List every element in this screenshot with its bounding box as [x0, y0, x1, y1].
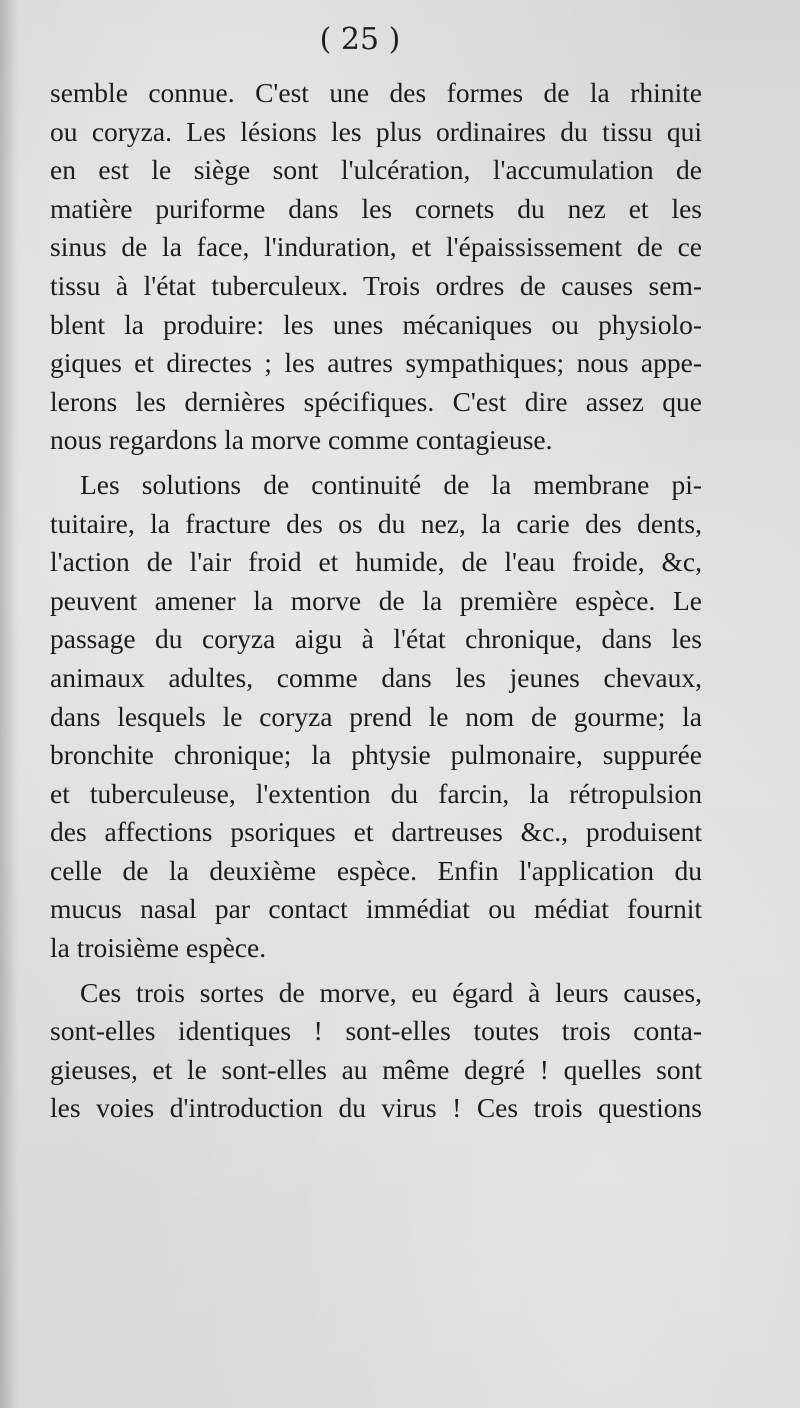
text-line: Les solutions de continuité de la membrane pi-: [80, 468, 702, 500]
text-line: peuvent amener la morve de la première espèce. Le: [50, 584, 702, 616]
text-line: tissu à l'état tuberculeux. Trois ordres de causes sem-: [50, 269, 702, 301]
text-line: lerons les dernières spécifiques. C'est dire assez que: [50, 385, 702, 417]
text-line: nous regardons la morve comme contagieuse.: [50, 424, 553, 456]
body-text: [50, 74, 702, 1128]
paragraph-3: [50, 974, 702, 1128]
text-line: ou coryza. Les lésions les plus ordinaires du tissu qui: [50, 115, 702, 147]
text-line: celle de la deuxième espèce. Enfin l'application du: [50, 854, 702, 886]
text-line: en est le siège sont l'ulcération, l'accumulation de: [50, 154, 702, 186]
text-line: animaux adultes, comme dans les jeunes chevaux,: [50, 661, 702, 693]
paragraph-2: [50, 466, 702, 968]
text-line: giques et directes ; les autres sympathiques; nous appe-: [50, 347, 702, 379]
text-line: les voies d'introduction du virus ! Ces trois questions: [50, 1092, 702, 1124]
text-line: dans lesquels le coryza prend le nom de gourme; la: [50, 700, 702, 732]
text-line: et tuberculeuse, l'extention du farcin, la rétropulsion: [50, 777, 702, 809]
text-line: tuitaire, la fracture des os du nez, la carie des dents,: [50, 507, 702, 539]
text-line: passage du coryza aigu à l'état chronique, dans les: [50, 623, 702, 655]
text-line: sinus de la face, l'induration, et l'épaississement de ce: [50, 231, 702, 263]
text-line: mucus nasal par contact immédiat ou médiat fournit: [50, 893, 702, 925]
text-line: bronchite chronique; la phtysie pulmonaire, suppurée: [50, 739, 702, 771]
text-line: matière puriforme dans les cornets du nez et les: [50, 192, 702, 224]
text-line: des affections psoriques et dartreuses &c., produisent: [50, 816, 702, 848]
text-line: sont-elles identiques ! sont-elles toutes trois conta-: [50, 1015, 702, 1047]
text-line: Ces trois sortes de morve, eu égard à leurs causes,: [80, 976, 702, 1008]
text-line: la troisième espèce.: [50, 932, 267, 964]
text-line: blent la produire: les unes mécaniques ou physiolo-: [50, 308, 702, 340]
text-line: gieuses, et le sont-elles au même degré ! quelles sont: [50, 1053, 702, 1085]
text-line: semble connue. C'est une des formes de la rhinite: [50, 77, 702, 108]
paragraph-1: [50, 74, 702, 460]
text-line: l'action de l'air froid et humide, de l'eau froide, &c,: [50, 546, 702, 578]
page-number: ( 25 ): [319, 22, 401, 57]
